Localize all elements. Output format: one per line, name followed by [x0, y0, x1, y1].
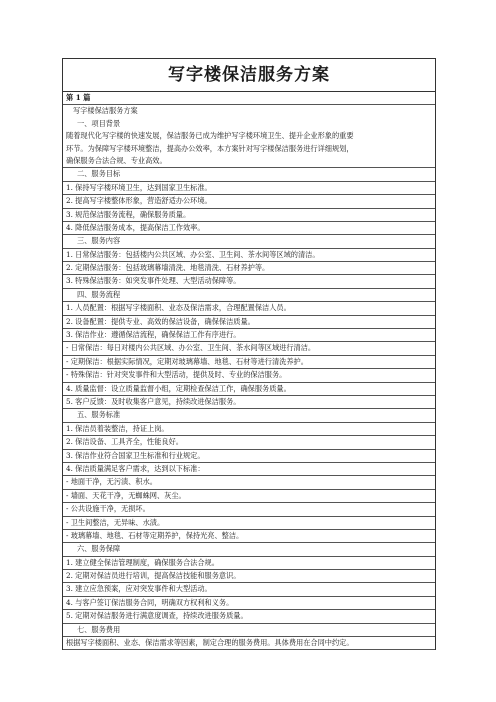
text-line: 1. 保洁员着装整洁，持证上岗。 [63, 423, 435, 436]
text-line: - 特殊保洁：针对突发事件和大型活动，提供及时、专业的保洁服务。 [63, 369, 435, 382]
section-heading: 五、服务标准 [63, 409, 435, 422]
text-line: 写字楼保洁服务方案 [73, 106, 138, 116]
text-line: 根据写字楼面积、业态、保洁需求等因素，制定合理的服务费用。具体费用在合同中约定。 [63, 637, 435, 650]
text-line: - 玻璃幕墙、地毯、石材等定期养护，保持光亮、整洁。 [63, 530, 435, 543]
text-line: 4. 质量监督：设立质量监督小组，定期检查保洁工作，确保服务质量。 [63, 383, 435, 396]
text-line: 3. 建立应急预案，应对突发事件和大型活动。 [63, 583, 435, 596]
text-line: 3. 保洁作业符合国家卫生标准和行业规定。 [63, 450, 435, 463]
text-line: 4. 保洁质量满足客户需求，达到以下标准： [63, 463, 435, 476]
text-line: 3. 特殊保洁服务：如突发事件处理、大型活动保障等。 [63, 275, 435, 288]
text-line: 4. 降低保洁服务成本，提高保洁工作效率。 [63, 222, 435, 235]
section-heading: 二、服务目标 [63, 168, 435, 181]
text-line: - 公共设施干净，无损坏。 [63, 503, 435, 516]
text-line: - 地面干净，无污渍、积水。 [63, 476, 435, 489]
text-line: 3. 规范保洁服务流程，确保服务质量。 [63, 209, 435, 222]
text-line: 2. 保洁设备、工具齐全，性能良好。 [63, 436, 435, 449]
document-body [63, 92, 435, 650]
text-line: 1. 建立健全保洁管理制度，确保服务合法合规。 [63, 557, 435, 570]
section-heading: 一、项目背景 [77, 118, 121, 128]
text-line: 环节。为保障写字楼环境整洁，提高办公效率，本方案针对写字楼保洁服务进行详细规划， [66, 143, 354, 153]
text-line: 3. 保洁作业：遵循保洁流程，确保保洁工作有序进行。 [63, 329, 435, 342]
text-line: - 定期保洁：根据实际情况，定期对玻璃幕墙、地毯、石材等进行清洗养护。 [63, 356, 435, 369]
text-line: 1. 日常保洁服务：包括楼内公共区域、办公室、卫生间、茶水间等区域的清洁。 [63, 249, 435, 262]
section-heading: 三、服务内容 [63, 235, 435, 248]
text-line: 5. 客户反馈：及时收集客户意见，持续改进保洁服务。 [63, 396, 435, 409]
text-line: - 日常保洁：每日对楼内公共区域、办公室、卫生间、茶水间等区域进行清洁。 [63, 342, 435, 355]
document-frame [62, 58, 436, 650]
text-line: 2. 设备配置：提供专业、高效的保洁设备，确保保洁质量。 [63, 316, 435, 329]
text-line: 1. 保持写字楼环境卫生，达到国家卫生标准。 [63, 182, 435, 195]
text-line: 2. 定期对保洁员进行培训，提高保洁技能和服务意识。 [63, 570, 435, 583]
section-heading: 七、服务费用 [63, 624, 435, 637]
text-line: 5. 定期对保洁服务进行满意度调查，持续改进服务质量。 [63, 610, 435, 623]
text-line: 2. 定期保洁服务：包括玻璃幕墙清洗、地毯清洗、石材养护等。 [63, 262, 435, 275]
text-line: 2. 提高写字楼整体形象，营造舒适办公环境。 [63, 195, 435, 208]
text-line: 第 1 篇 [63, 92, 435, 105]
document-title: 写字楼保洁服务方案 [63, 59, 435, 92]
section-heading: 六、服务保障 [63, 543, 435, 556]
text-line: - 卫生间整洁，无异味、水渍。 [63, 517, 435, 530]
text-line: 4. 与客户签订保洁服务合同，明确双方权利和义务。 [63, 597, 435, 610]
text-line: 1. 人员配置：根据写字楼面积、业态及保洁需求，合理配置保洁人员。 [63, 302, 435, 315]
text-line: - 墙面、天花干净，无蜘蛛网、灰尘。 [63, 490, 435, 503]
section-heading: 四、服务流程 [63, 289, 435, 302]
text-line: 确保服务合法合规、专业高效。 [63, 155, 435, 168]
text-line: 随着现代化写字楼的快速发展，保洁服务已成为维护写字楼环境卫生、提升企业形象的重要 [66, 131, 354, 141]
